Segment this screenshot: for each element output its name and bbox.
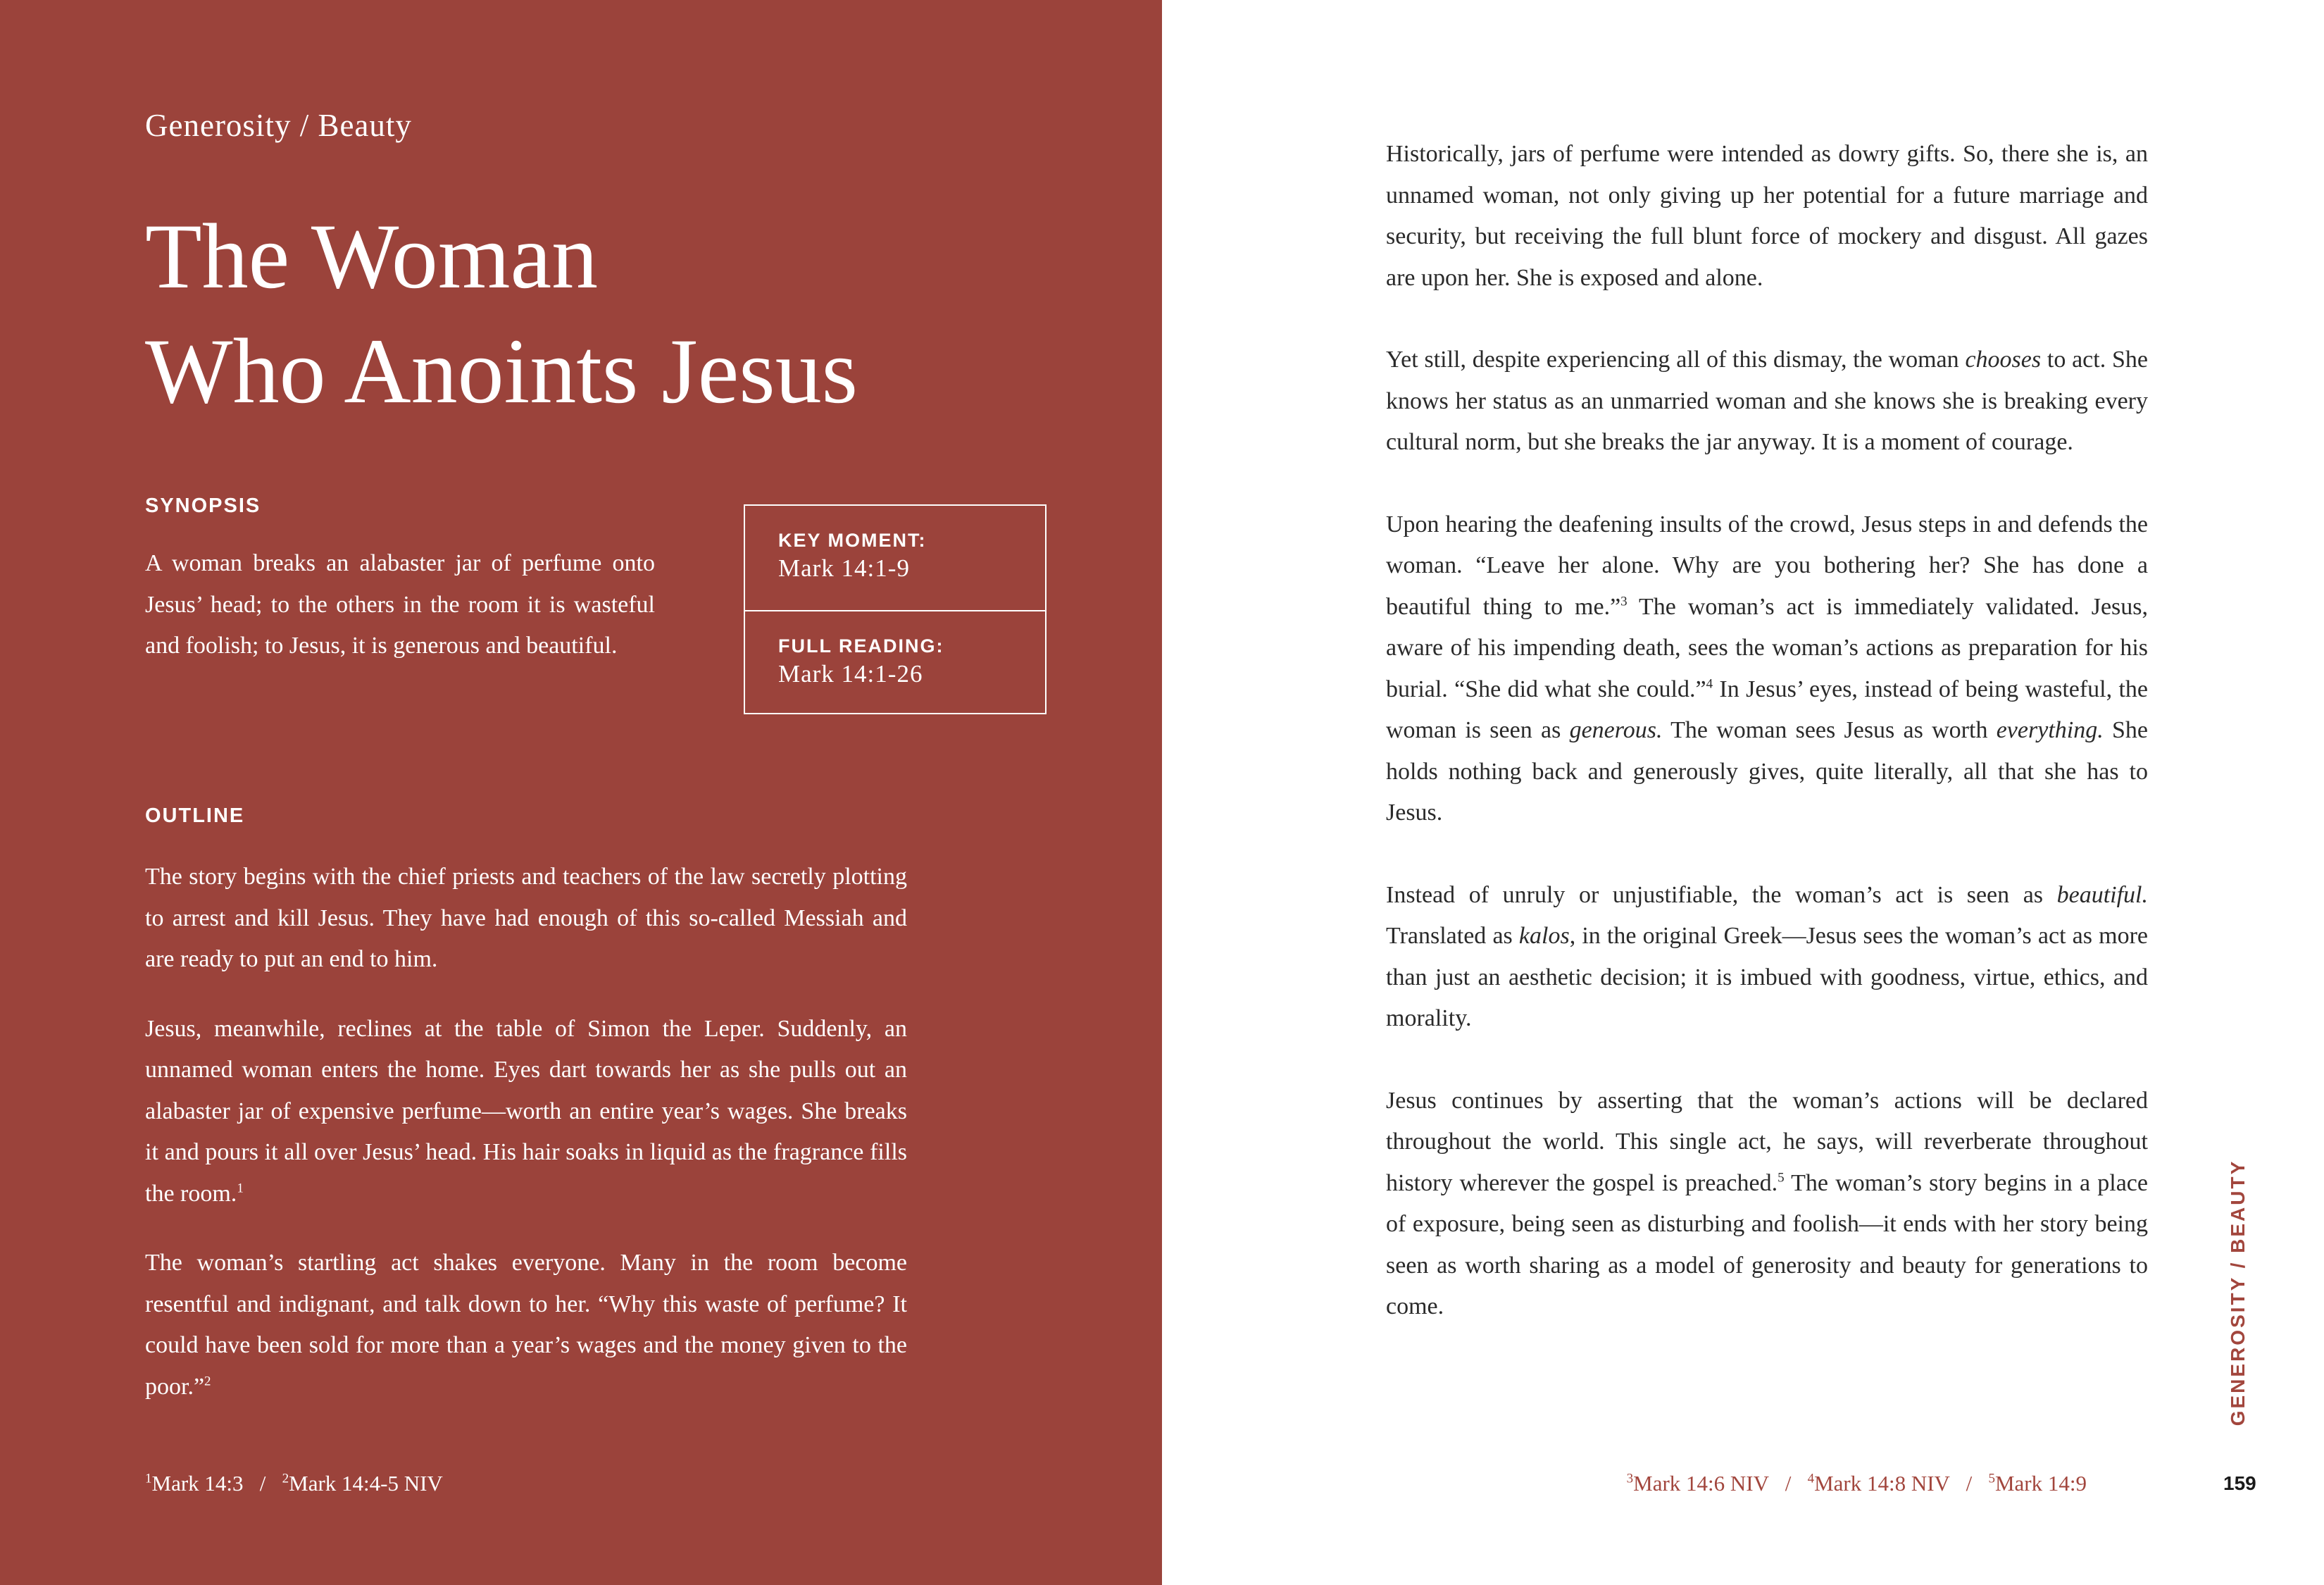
body-paragraph-3-text-e: She holds nothing back and generously gives, quite literally, all that she has to Jesus. [1386,717,2148,826]
category-label: Generosity / Beauty [145,108,412,143]
body-paragraph-5-text-b: The woman’s story begins in a place of exposure, being seen as disturbing and foolish—it ends with her story being seen as worth sharing as a model of generosity and beauty for generations to come. [1386,1169,2148,1319]
body-paragraph-3-text-c: In Jesus’ eyes, instead of being wasteful, the woman is seen as [1386,676,2149,743]
outline-paragraph-3 [145,1243,907,1407]
emphasis-beautiful: beautiful. [2056,881,2148,908]
outline-paragraph-2 [145,1009,907,1215]
body-paragraph-4-text-a: Instead of unruly or unjustifiable, the woman’s act is seen as [1386,881,2057,908]
body-paragraph-3-text-a: Upon hearing the deafening insults of the crowd, Jesus steps in and defends the woman. “Leave her alone. Why are you bothering her? She has done a beautiful thing to me.” [1386,511,2148,620]
full-reading-value: Mark 14:1-26 [778,660,923,688]
footnote-separator: / [259,1471,266,1496]
key-moment-value: Mark 14:1-9 [778,554,910,582]
body-paragraph-1-text: Historically, jars of perfume were intended as dowry gifts. So, there she is, an unnamed woman, not only giving up her potential for a future marriage and security, but receiving the full blunt force of mockery and disgust. All gazes are upon her. She is exposed and alone. [1386,141,2148,291]
footnote-number-3: 3 [1626,1471,1634,1486]
outline-paragraph-1 [145,857,907,981]
emphasis-generous: generous. [1569,717,1663,743]
footnote-number-5: 5 [1988,1471,1995,1486]
body-paragraph-4 [1386,875,2148,1040]
footnote-text-2: Mark 14:4-5 NIV [289,1471,443,1496]
footnote-number-1: 1 [145,1471,152,1486]
page-title-line-1: The Woman [145,204,599,308]
full-reading-row [745,610,1045,714]
footnote-marker-3: 3 [1620,594,1628,609]
body-paragraph-3-text-b: The woman’s act is immediately validated. Jesus, aware of his impending death, sees the woman’s actions as preparation for his burial. “She did what she could.” [1386,593,2148,702]
body-paragraph-1 [1386,134,2148,299]
right-footnotes [1627,1471,2087,1496]
outline-paragraph-3-text: The woman’s startling act shakes everyone. Many in the room become resentful and indignant, and talk down to her. “Why this waste of perfume? It could have been sold for more than a year’s wages and the money given to the poor.” [145,1250,907,1400]
footnote-text-4: Mark 14:8 NIV [1814,1471,1950,1496]
footnote-marker-2: 2 [204,1374,211,1389]
right-body [1386,134,2148,1369]
body-paragraph-5 [1386,1081,2148,1328]
emphasis-everything: everything. [1996,717,2104,743]
body-paragraph-3 [1386,504,2148,834]
emphasis-kalos: kalos [1518,923,1570,949]
side-tab-label: GENEROSITY / BEAUTY [2227,1159,2249,1426]
footnote-text-1: Mark 14:3 [151,1471,244,1496]
left-footnotes [145,1471,443,1496]
outline-body [145,857,907,1436]
synopsis-heading: SYNOPSIS [145,495,261,517]
outline-paragraph-1-text: The story begins with the chief priests and teachers of the law secretly plotting to arrest and kill Jesus. They have had enough of this so-called Messiah and are ready to put an end to him. [145,864,907,972]
body-paragraph-4-text-b: Translated as [1386,923,1519,949]
page-title-line-2: Who Anoints Jesus [145,319,858,423]
page-number: 159 [2223,1472,2256,1494]
footnote-text-3: Mark 14:6 NIV [1633,1471,1769,1496]
body-paragraph-2 [1386,340,2148,464]
key-moment-label: KEY MOMENT: [778,530,927,551]
synopsis-text: A woman breaks an alabaster jar of perfume onto Jesus’ head; to the others in the room it is wasteful and foolish; to Jesus, it is generous and beautiful. [145,550,655,659]
footnote-marker-5: 5 [1778,1170,1785,1186]
outline-heading: OUTLINE [145,804,245,827]
body-paragraph-2-text-a: Yet still, despite experiencing all of this dismay, the woman [1386,347,1966,373]
footnote-separator-1: / [1785,1471,1792,1496]
body-paragraph-4-text-c: , in the original Greek—Jesus sees the woman’s act as more than just an aesthetic decision; it is imbued with goodness, virtue, ethics, and morality. [1386,923,2148,1031]
body-paragraph-5-text-a: Jesus continues by asserting that the woman’s actions will be declared throughout the world. This single act, he says, will reverberate throughout history wherever the gospel is preached. [1386,1087,2148,1196]
key-moment-box [744,504,1047,714]
footnote-number-4: 4 [1807,1471,1815,1486]
emphasis-chooses: chooses [1965,347,2042,373]
body-paragraph-3-text-d: The woman sees Jesus as worth [1662,717,1997,743]
footnote-separator-2: / [1966,1471,1973,1496]
right-page [1162,0,2324,1585]
body-paragraph-2-text-b: to act. She knows her status as an unmarried woman and she knows she is breaking every cultural norm, but she breaks the jar anyway. It is a moment of courage. [1386,347,2149,455]
footnote-marker-1: 1 [237,1181,244,1196]
key-moment-row [745,506,1045,610]
full-reading-label: FULL READING: [778,635,944,657]
page-title [145,199,990,428]
footnote-text-5: Mark 14:9 [1994,1471,2087,1496]
outline-paragraph-2-text: Jesus, meanwhile, reclines at the table of Simon the Leper. Suddenly, an unnamed woman enters the home. Eyes dart towards her as she pulls out an alabaster jar of expensive perfume—worth an entire year’s wages. She breaks it and pours it all over Jesus’ head. His hair soaks in liquid as the fragrance fills the room. [145,1015,907,1207]
footnote-number-2: 2 [282,1471,289,1486]
footnote-marker-4: 4 [1706,676,1713,692]
